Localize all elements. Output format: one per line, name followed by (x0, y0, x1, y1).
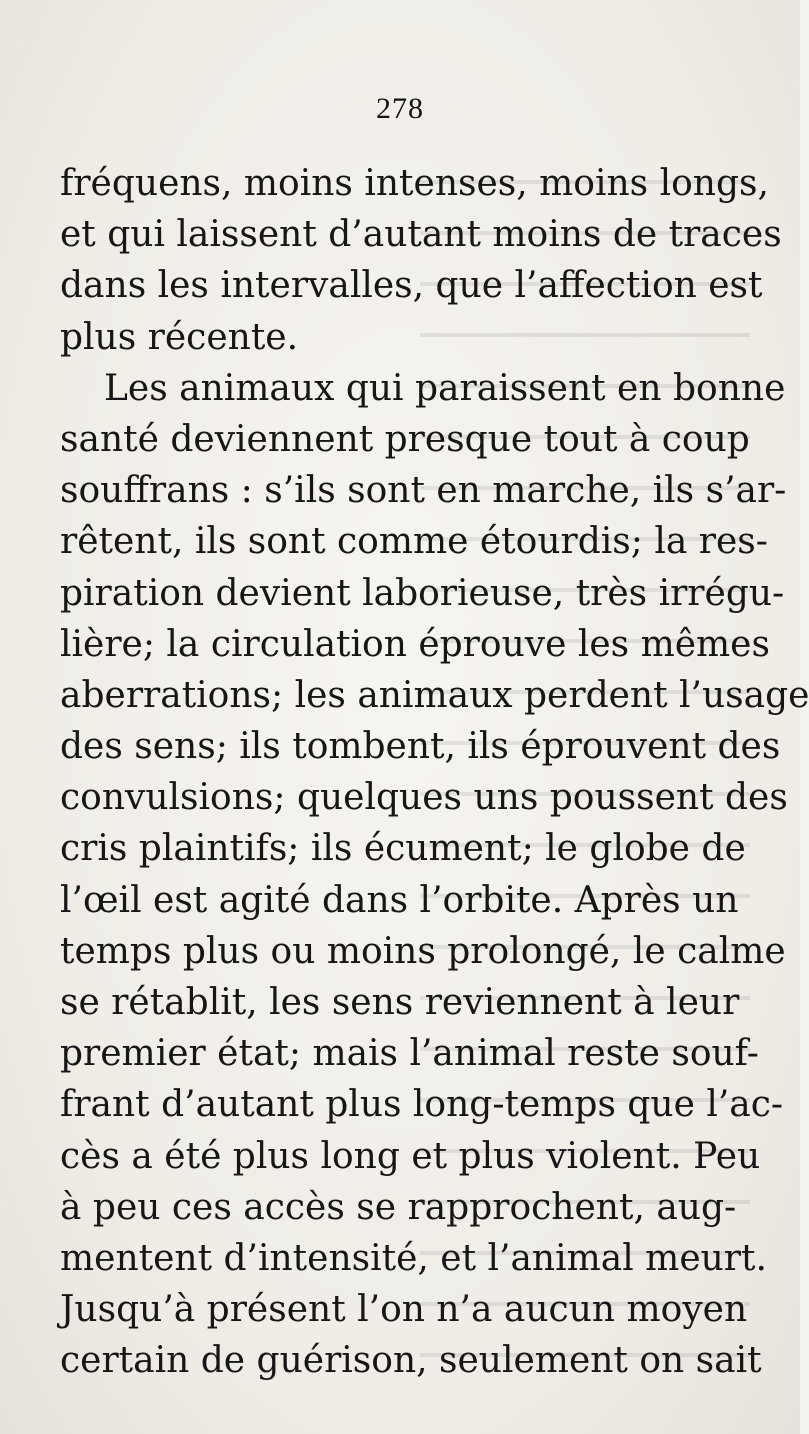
text-line-2: et qui laissent d’autant moins de traces (60, 214, 782, 256)
text-line-8: rêtent, ils sont comme étourdis; la res- (60, 521, 768, 563)
text-line-16: temps plus ou moins prolongé, le calme (60, 930, 786, 972)
text-line-5: Les animaux qui paraissent en bonne (104, 367, 786, 409)
body-text (60, 158, 809, 1387)
text-line-22: mentent d’intensité, et l’animal meurt. (60, 1237, 767, 1279)
page-number: 278 (376, 92, 424, 125)
text-line-6: santé deviennent presque tout à coup (60, 418, 750, 460)
text-line-18: premier état; mais l’animal reste souf- (60, 1033, 759, 1075)
text-line-9: piration devient laborieuse, très irrégu- (60, 572, 785, 614)
text-line-11: aberrations; les animaux perdent l’usage (60, 674, 809, 716)
text-line-20: cès a été plus long et plus violent. Peu (60, 1135, 761, 1177)
text-line-23: Jusqu’à présent l’on n’a aucun moyen (60, 1289, 748, 1331)
text-line-3: dans les intervalles, que l’affection est (60, 265, 763, 307)
text-line-17: se rétablit, les sens reviennent à leur (60, 982, 740, 1023)
text-line-1: fréquens, moins intenses, moins longs, (60, 163, 769, 204)
text-line-4: plus récente. (60, 316, 299, 358)
text-line-24: certain de guérison, seulement on sait (60, 1340, 762, 1382)
text-line-15: l’œil est agité dans l’orbite. Après un (60, 879, 739, 921)
text-line-12: des sens; ils tombent, ils éprouvent des (60, 726, 781, 768)
text-line-13: convulsions; quelques uns poussent des (60, 777, 788, 819)
text-line-19: frant d’autant plus long-temps que l’ac- (60, 1084, 784, 1126)
text-line-21: à peu ces accès se rapprochent, aug- (60, 1186, 737, 1228)
text-line-7: souffrans : s’ils sont en marche, ils s’ar- (60, 470, 787, 512)
text-line-10: lière; la circulation éprouve les mêmes (60, 623, 770, 665)
text-line-14: cris plaintifs; ils écument; le globe de (60, 828, 746, 870)
